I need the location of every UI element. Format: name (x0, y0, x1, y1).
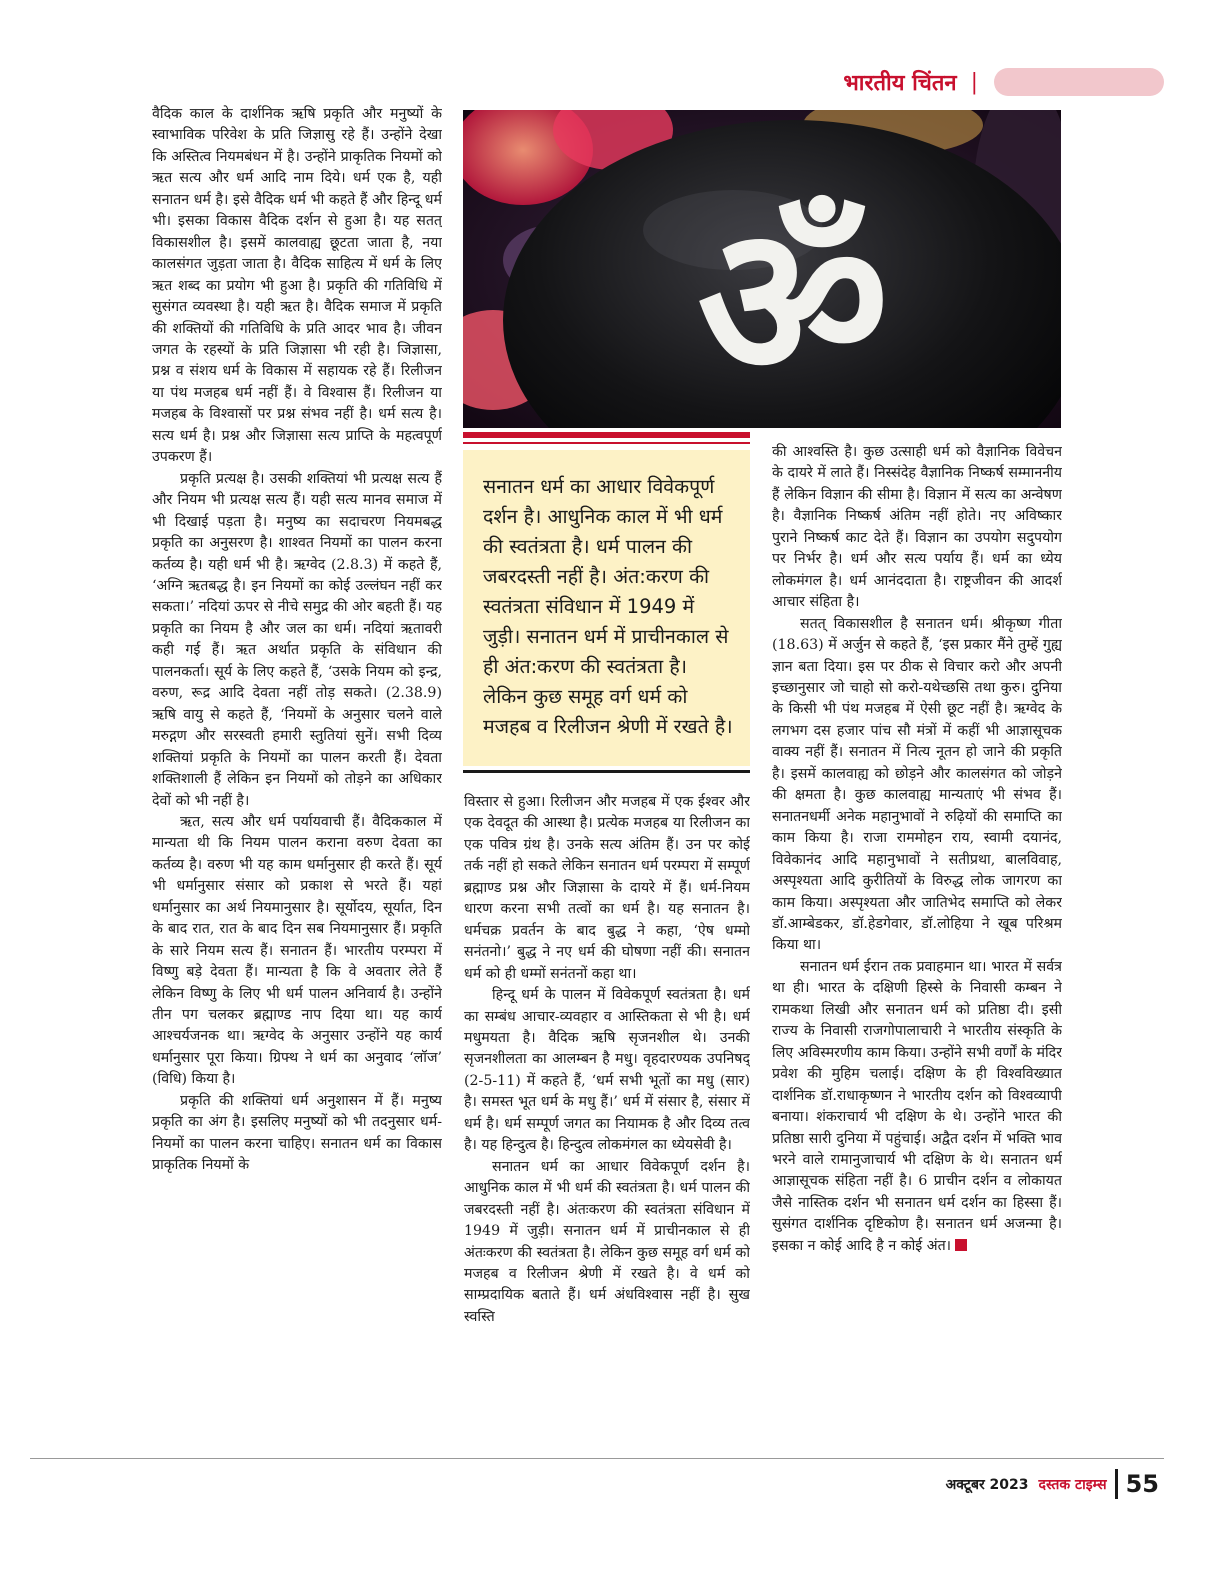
article-column-1 (152, 104, 442, 1442)
end-mark-icon (955, 1239, 967, 1251)
paragraph-text: सनातन धर्म ईरान तक प्रवाहमान था। भारत में सर्वत्र था ही। भारत के दक्षिणी हिस्से के निवासी कम्बन ने रामकथा लिखी और सनातन धर्म को प्रतिष्ठा दी। इसी राज्य के निवासी राजगोपालाचारी ने भारतीय संस्कृति के लिए अविस्मरणीय काम किया। उन्होंने सभी वर्णों के मंदिर प्रवेश की मुहिम चलाई। दक्षिण के ही विश्वविख्यात दार्शनिक डॉ.राधाकृष्णन ने भारतीय दर्शन को विश्वव्यापी बनाया। शंकराचार्य भी दक्षिण के थे। उन्होंने भारत की प्रतिष्ठा सारी दुनिया में पहुंचाई। अद्वैत दर्शन में भक्ति भाव भरने वाले रामानुजाचार्य भी दक्षिण के थे। सनातन धर्म आज्ञासूचक संहिता नहीं है। 6 प्राचीन दर्शन व लोकायत जैसे नास्तिक दर्शन भी सनातन धर्म दर्शन का हिस्सा हैं। सुसंगत दार्शनिक दृष्टिकोण है। सनातन धर्म अजन्मा है। इसका न कोई आदि है न कोई अंत। (772, 958, 1062, 1254)
pull-quote-rule (463, 442, 750, 444)
pull-quote-text: सनातन धर्म का आधार विवेकपूर्ण दर्शन है। आधुनिक काल में भी धर्म की स्वतंत्रता है। धर्म पालन की जबरदस्ती नहीं है। अंत:करण की स्वतंत्रता संविधान में 1949 में जुड़ी। सनातन धर्म में प्राचीनकाल से ही अंत:करण की स्वतंत्रता है। लेकिन कुछ समूह वर्ग धर्म को मजहब व रिलीजन श्रेणी में रखते है। (463, 450, 750, 766)
paragraph: विस्तार से हुआ। रिलीजन और मजहब में एक ईश्वर और एक देवदूत की आस्था है। प्रत्येक मजहब या रिलीजन का एक पवित्र ग्रंथ है। उनके सत्य अंतिम हैं। उन पर कोई तर्क नहीं हो सकते लेकिन सनातन धर्म परम्परा में सम्पूर्ण ब्रह्माण्ड प्रश्न और जिज्ञासा के दायरे में हैं। धर्म-नियम धारण करना सभी तत्वों का धर्म है। यह सनातन है। धर्मचक्र प्रवर्तन के बाद बुद्ध ने कहा, ‘ऐष धम्मो सनंतनो।’ बुद्ध ने नए धर्म की घोषणा नहीं की। सनातन धर्म को ही धम्मों सनंतनों कहा था। (464, 794, 750, 982)
page-footer (946, 1466, 1159, 1502)
pull-quote-rule (463, 770, 750, 773)
paragraph: वैदिक काल के दार्शनिक ऋषि प्रकृति और मनुष्यों के स्वाभाविक परिवेश के प्रति जिज्ञासु रहे हैं। उन्होंने देखा कि अस्तित्व नियमबंधन में है। उन्होंने प्राकृतिक नियमों को ऋत सत्य और धर्म आदि नाम दिये। धर्म एक है, यही सनातन धर्म है। इसे वैदिक धर्म भी कहते हैं और हिन्दू धर्म भी। इसका विकास वैदिक दर्शन से हुआ है। यह सतत् विकासशील है। इसमें कालवाह्य छूटता जाता है, नया कालसंगत जुड़ता जाता है। वैदिक साहित्य में धर्म के लिए ऋत शब्द का प्रयोग भी हुआ है। प्रकृति की गतिविधि में सुसंगत व्यवस्था है। यही ऋत है। वैदिक समाज में प्रकृति की शक्तियों की गतिविधि के प्रति आदर भाव है। जीवन जगत के रहस्यों के प्रति जिज्ञासा भी रही है। जिज्ञासा, प्रश्न व संशय धर्म के विकास में सहायक रहे हैं। रिलीजन या पंथ मजहब धर्म नहीं हैं। वे विश्वास हैं। रिलीजन या मजहब के विश्वासों पर प्रश्न संभव नहीं है। धर्म सत्य है। सत्य धर्म है। प्रश्न और जिज्ञासा सत्य प्राप्ति के महत्वपूर्ण उपकरण हैं। (152, 106, 442, 466)
paragraph: हिन्दू धर्म के पालन में विवेकपूर्ण स्वतंत्रता है। धर्म का सम्बंध आचार-व्यवहार व आस्तिकता से भी है। धर्म मधुमयता है। वैदिक ऋषि सृजनशील थे। उनकी सृजनशीलता का आलम्बन है मधु। वृहदारण्यक उपनिषद् (2-5-11) में कहते हैं, ‘धर्म सभी भूतों का मधु (सार) है। समस्त भूत धर्म के मधु हैं।’ धर्म में संसार है, संसार में धर्म है। धर्म सम्पूर्ण जगत का नियामक है और दिव्य तत्व है। यह हिन्दुत्व है। हिन्दुत्व लोकमंगल का ध्येयसेवी है। (464, 987, 750, 1154)
footer-divider (1115, 1469, 1118, 1499)
paragraph: ऋत, सत्य और धर्म पर्यायवाची हैं। वैदिककाल में मान्यता थी कि नियम पालन कराना वरुण देवता का कर्तव्य है। वरुण भी यह काम धर्मानुसार ही करते हैं। सूर्य भी धर्मानुसार संसार को प्रकाश से भरते हैं। यहां धर्मानुसार का अर्थ नियमानुसार है। सूर्योदय, सूर्यात, दिन के बाद रात, रात के बाद दिन सब नियमानुसार हैं। प्रकृति के सारे नियम सत्य हैं। सनातन हैं। भारतीय परम्परा में विष्णु बड़े देवता हैं। मान्यता है कि वे अवतार लेते हैं लेकिन विष्णु के लिए भी धर्म पालन अनिवार्य है। उन्होंने तीन पग चलकर ब्रह्माण्ड नाप दिया था। यह कार्य आश्चर्यजनक था। ऋग्वेद के अनुसार उन्होंने यह कार्य धर्मानुसार पूरा किया। ग्रिफ्थ ने धर्म का अनुवाद ‘लॉज’ (विधि) किया है। (152, 813, 442, 1088)
article-column-3 (772, 442, 1062, 1442)
paragraph: प्रकृति प्रत्यक्ष है। उसकी शक्तियां भी प्रत्यक्ष सत्य हैं और नियम भी प्रत्यक्ष सत्य हैं। यही सत्य मानव समाज में भी दिखाई पड़ता है। मनुष्य का सदाचरण नियमबद्ध प्रकृति का अनुसरण है। शाश्वत नियमों का पालन करना कर्तव्य है। यही धर्म भी है। ऋग्वेद (2.8.3) में कहते हैं, ‘अग्नि ऋतबद्ध है। इन नियमों का कोई उल्लंघन नहीं कर सकता।’ नदियां ऊपर से नीचे समुद्र की ओर बहती हैं। यह प्रकृति का नियम है और जल का धर्म। नदियां ऋतावरी कही गई हैं। ऋत अर्थात प्रकृति के संविधान की पालनकर्ता। सूर्य के लिए कहते हैं, ‘उसके नियम को इन्द्र, वरुण, रूद्र आदि देवता नहीं तोड़ सकते। (2.38.9) ऋषि वायु से कहते हैं, ‘नियमों के अनुसार चलने वाले मरुद्गण और सरस्वती हमारी स्तुतियां सुनें। सभी दिव्य शक्तियां प्रकृति के नियमों का पालन करती हैं। देवता शक्तिशाली हैं लेकिन इन नियमों को तोड़ने का अधिकार देवों को भी नहीं है। (152, 470, 442, 809)
paragraph: सनातन धर्म का आधार विवेकपूर्ण दर्शन है। आधुनिक काल में भी धर्म की स्वतंत्रता है। धर्म पालन की जबरदस्ती नहीं है। अंतःकरण की स्वतंत्रता संविधान में 1949 में जुड़ी। सनातन धर्म में प्राचीनकाल से ही अंतःकरण की स्वतंत्रता है। लेकिन कुछ समूह वर्ग धर्म को मजहब व रिलीजन श्रेणी में रखते है। वे धर्म को साम्प्रदायिक बताते हैं। धर्म अंधविश्वास नहीं है। सुख स्वस्ति (464, 1158, 750, 1325)
page-number: 55 (1125, 1470, 1159, 1498)
paragraph: प्रकृति की शक्तियां धर्म अनुशासन में हैं। मनुष्य प्रकृति का अंग है। इसलिए मनुष्यों को भी तदनुसार धर्म-नियमों का पालन करना चाहिए। सनातन धर्म का विकास प्राकृतिक नियमों के (152, 1092, 442, 1174)
section-title: भारतीय चिंतन (843, 71, 957, 96)
om-photo (463, 110, 1061, 428)
paragraph: की आश्वस्ति है। कुछ उत्साही धर्म को वैज्ञानिक विवेचन के दायरे में लाते हैं। निस्संदेह वैज्ञानिक निष्कर्ष सम्माननीय हैं लेकिन विज्ञान की सीमा है। विज्ञान में सत्य का अन्वेषण है। वैज्ञानिक निष्कर्ष अंतिम नहीं होते। नए अविष्कार पुराने निष्कर्ष काट देते हैं। विज्ञान का उपयोग सदुपयोग पर निर्भर है। धर्म और सत्य पर्याय हैं। धर्म का ध्येय लोकमंगल है। धर्म आनंददाता है। राष्ट्रजीवन की आदर्श आचार संहिता है। (772, 444, 1062, 611)
section-header (843, 66, 1164, 98)
pull-quote (463, 432, 750, 782)
pull-quote-rule (463, 432, 750, 438)
issue-date: अक्टूबर 2023 (945, 1476, 1029, 1493)
magazine-name: दस्तक टाइम्स (1038, 1476, 1107, 1493)
om-symbol: ॐ (697, 180, 889, 425)
section-decor-bar (994, 68, 1164, 96)
footer-rule (30, 1458, 1164, 1459)
paragraph: सतत् विकासशील है सनातन धर्म। श्रीकृष्ण गीता (18.63) में अर्जुन से कहते हैं, ‘इस प्रकार मैंने तुम्हें गुह्य ज्ञान बता दिया। इस पर ठीक से विचार करो और अपनी इच्छानुसार जो चाहो सो करो-यथेच्छसि तथा कुरु। दुनिया के किसी भी पंथ मजहब में ऐसी छूट नहीं है। ऋग्वेद के लगभग दस हजार पांच सौ मंत्रों में कहीं भी आज्ञासूचक वाक्य नहीं हैं। सनातन में नित्य नूतन हो जाने की प्रकृति है। इसमें कालवाह्य को छोड़ने और कालसंगत को जोड़ने की क्षमता है। कुछ कालवाह्य मान्यताएं भी संभव हैं। सनातनधर्मी अनेक महानुभावों ने रुढ़ियों की समाप्ति का काम किया है। राजा राममोहन राय, स्वामी दयानंद, विवेकानंद आदि महानुभावों ने सतीप्रथा, बालविवाह, अस्पृश्यता आदि कुरीतियों के विरुद्ध लोक जागरण का काम किया। अस्पृश्यता और जातिभेद समाप्ति को लेकर डॉ.आम्बेडकर, डॉ.हेडगेवार, डॉ.लोहिया ने खूब परिश्रम किया था। (772, 615, 1062, 954)
section-separator: | (970, 69, 978, 95)
article-column-2 (464, 792, 750, 1442)
paragraph (772, 957, 1062, 1257)
